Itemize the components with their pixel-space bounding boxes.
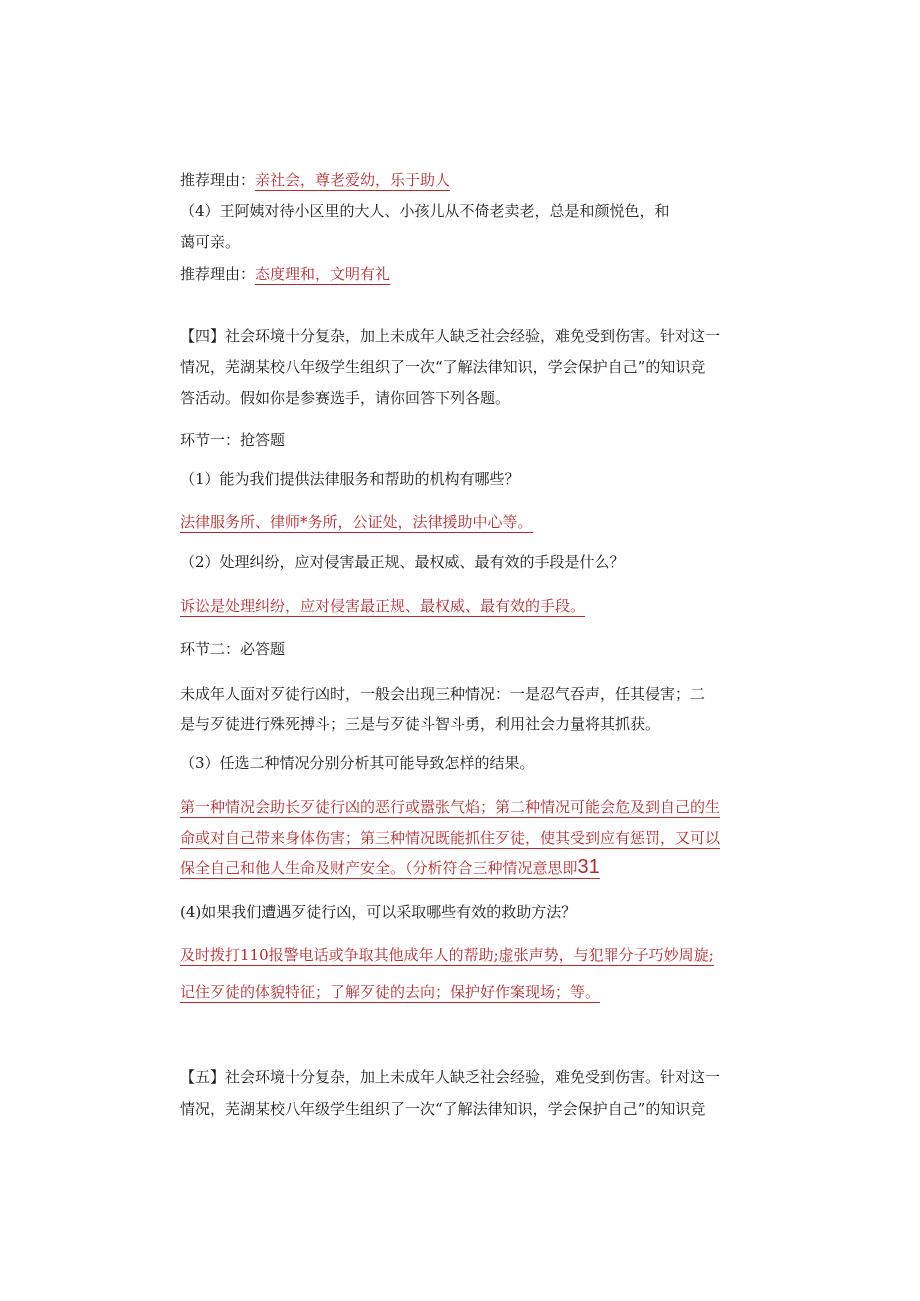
- answer-text-part: 保全自己和他人生命及财产安全。（分析符合三种情况意思即: [180, 859, 578, 877]
- answer-text: 及时拨打110报警电话或争取其他成年人的帮助;虚张声势，与犯罪分子巧妙周旋;: [180, 946, 714, 964]
- round-1-title: 环节一：抢答题: [180, 431, 286, 449]
- answer-3-line-3: [180, 857, 600, 878]
- answer-4-line-1: [180, 945, 714, 965]
- section-4-intro-line-2: 情况，芜湖某校八年级学生组织了一次“了解法律知识，学会保护自己”的知识竞: [180, 358, 706, 376]
- case-line-2: 是与歹徒进行殊死搏斗；三是与歹徒斗智斗勇，利用社会力量将其抓获。: [180, 715, 661, 733]
- answer-tail-number: 31: [577, 856, 600, 878]
- answer-2: [180, 596, 585, 616]
- answer-4-line-2: [180, 982, 600, 1002]
- answer-3-line-1: [180, 797, 720, 817]
- section-4-intro-line-1: 【四】社会环境十分复杂，加上未成年人缺乏社会经验，难免受到伤害。针对这一: [180, 327, 721, 345]
- answer-text: 命或对自己带来身体伤害；第三种情况既能抓住歹徒，使其受到应有惩罚，又可以: [180, 829, 721, 847]
- section-4-intro-line-3: 答活动。假如你是参赛选手，请你回答下列各题。: [180, 389, 511, 407]
- round-2-title: 环节二：必答题: [180, 640, 286, 658]
- answer-text: 法律服务所、律师*务所，公证处，法律援助中心等。: [180, 513, 533, 531]
- answer-text: 记住歹徒的体貌特征；了解歹徒的去向；保护好作案现场；等。: [180, 983, 601, 1001]
- reason-label: 推荐理由：: [180, 171, 256, 189]
- section-5-intro-line-2: 情况，芜湖某校八年级学生组织了一次“了解法律知识，学会保护自己”的知识竞: [180, 1100, 706, 1118]
- reason-line-2: [180, 264, 390, 284]
- answer-text: [180, 856, 600, 879]
- question-1: （1）能为我们提供法律服务和帮助的机构有哪些？: [180, 470, 520, 488]
- reason-label: 推荐理由：: [180, 265, 256, 283]
- question-4: (4)如果我们遭遇歹徒行凶，可以采取哪些有效的救助方法？: [180, 903, 577, 921]
- answer-text: 诉讼是处理纠纷，应对侵害最正规、最权威、最有效的手段。: [180, 597, 586, 615]
- answer-1: [180, 512, 533, 532]
- answer-text: 态度理和，文明有礼: [255, 265, 391, 283]
- reason-line-1: [180, 170, 450, 190]
- answer-text: 第一种情况会助长歹徒行凶的恶行或嚣张气焰；第二种情况可能会危及到自己的生: [180, 798, 721, 816]
- question-2: （2）处理纠纷，应对侵害最正规、最权威、最有效的手段是什么？: [180, 553, 625, 571]
- section-5-intro-line-1: 【五】社会环境十分复杂，加上未成年人缺乏社会经验，难免受到伤害。针对这一: [180, 1068, 721, 1086]
- case-line-1: 未成年人面对歹徒行凶时，一般会出现三种情况：一是忍气吞声，任其侵害；二: [180, 685, 706, 703]
- item-4-line-1: （4）王阿姨对待小区里的大人、小孩儿从不倚老卖老，总是和颜悦色，和: [180, 202, 670, 220]
- answer-3-line-2: [180, 828, 720, 848]
- item-4-line-2: 蔼可亲。: [180, 233, 241, 251]
- question-3: （3）任选二种情况分别分析其可能导致怎样的结果。: [180, 754, 535, 772]
- answer-text: 亲社会，尊老爱幼，乐于助人: [255, 171, 451, 189]
